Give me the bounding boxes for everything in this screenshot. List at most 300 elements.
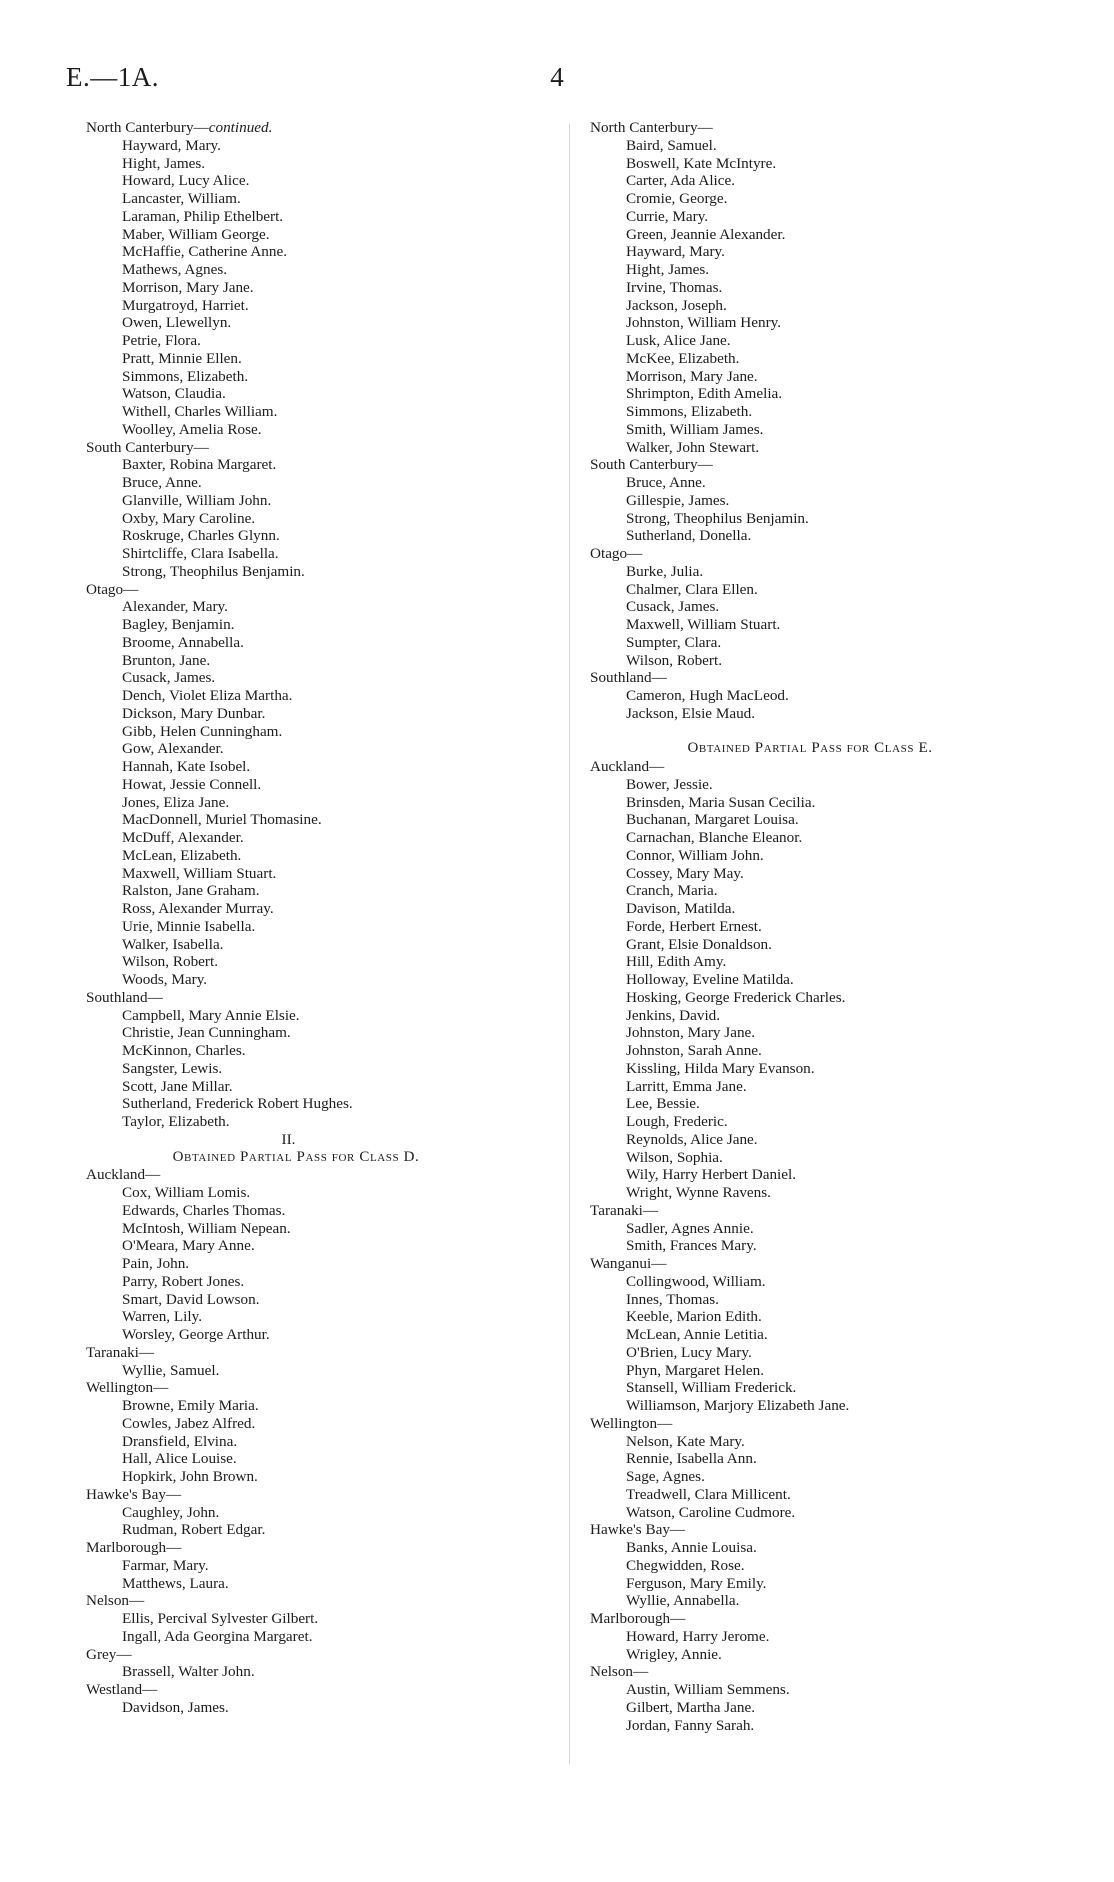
entry-text: Wanganui— — [590, 1255, 667, 1272]
entry-text: Westland— — [86, 1681, 158, 1698]
list-item — [86, 829, 491, 847]
region-heading — [86, 581, 491, 599]
entry-text: Bower, Jessie. — [626, 775, 713, 793]
entry-text: Christie, Jean Cunningham. — [122, 1024, 291, 1042]
entry-text: Watson, Claudia. — [122, 385, 226, 403]
entry-text: Otago— — [590, 545, 643, 562]
list-item — [86, 403, 491, 421]
entry-text: Gow, Alexander. — [122, 740, 224, 758]
entry-text: South Canterbury— — [86, 438, 209, 456]
entry-text: Hall, Alice Louise. — [122, 1450, 237, 1468]
list-item — [86, 261, 491, 279]
list-item — [590, 936, 1020, 954]
list-item — [590, 1095, 1020, 1113]
entry-text: McLean, Annie Letitia. — [626, 1326, 768, 1343]
entry-text: Hayward, Mary. — [626, 243, 725, 261]
entry-text: MacDonnell, Muriel Thomasine. — [122, 811, 322, 829]
list-item — [590, 1113, 1020, 1131]
entry-text: Keeble, Marion Edith. — [626, 1308, 762, 1326]
entry-text: Wyllie, Annabella. — [626, 1592, 740, 1610]
list-item — [590, 1486, 1020, 1504]
entry-text: Cameron, Hugh MacLeod. — [626, 687, 789, 704]
list-item — [86, 1326, 491, 1344]
entry-text: Cusack, James. — [122, 669, 216, 687]
column-divider — [569, 124, 570, 1764]
entry-text: Cranch, Maria. — [626, 882, 718, 900]
entry-text: Nelson— — [86, 1592, 145, 1610]
list-item — [86, 598, 491, 616]
entry-text: Murgatroyd, Harriet. — [122, 296, 249, 314]
list-item — [590, 1539, 1020, 1557]
entry-text: North Canterbury— — [590, 119, 713, 136]
entry-text: Auckland— — [86, 1166, 161, 1184]
entry-text: Mathews, Agnes. — [122, 261, 228, 278]
entry-text: Wellington— — [86, 1379, 169, 1397]
entry-text: Nelson, Kate Mary. — [626, 1432, 745, 1450]
list-item — [590, 953, 1020, 971]
entry-text: Strong, Theophilus Benjamin. — [626, 509, 809, 527]
region-heading — [590, 1415, 1020, 1433]
list-item — [590, 172, 1020, 190]
entry-text: Brassell, Walter John. — [122, 1663, 255, 1681]
list-item — [86, 634, 491, 652]
list-item — [86, 1255, 491, 1273]
entry-text: O'Brien, Lucy Mary. — [626, 1343, 752, 1361]
entry-text: Sumpter, Clara. — [626, 633, 722, 651]
entry-text: Woods, Mary. — [122, 971, 208, 988]
entry-text: Wilson, Robert. — [626, 651, 722, 669]
entry-text: Wily, Harry Herbert Daniel. — [626, 1166, 797, 1184]
list-item — [590, 1024, 1020, 1042]
list-item — [590, 243, 1020, 261]
list-item — [590, 1575, 1020, 1593]
list-item — [590, 510, 1020, 528]
list-item — [86, 208, 491, 226]
entry-text: Gibb, Helen Cunningham. — [122, 722, 283, 740]
region-heading — [590, 1610, 1020, 1628]
entry-text: Smith, William James. — [626, 420, 764, 438]
list-item — [86, 1095, 491, 1113]
list-item — [590, 385, 1020, 403]
entry-text: Matthews, Laura. — [122, 1574, 229, 1592]
entry-text: Gillespie, James. — [626, 491, 730, 509]
list-item — [86, 332, 491, 350]
list-item — [86, 314, 491, 332]
list-item — [86, 243, 491, 261]
entry-text: Reynolds, Alice Jane. — [626, 1130, 758, 1148]
list-item — [590, 900, 1020, 918]
list-item — [590, 882, 1020, 900]
region-heading — [86, 1379, 491, 1397]
region-heading — [590, 119, 1020, 137]
list-item — [590, 865, 1020, 883]
entry-text: Hill, Edith Amy. — [626, 953, 727, 971]
entry-text: McKinnon, Charles. — [122, 1042, 246, 1059]
list-item — [590, 776, 1020, 794]
entry-text: Cox, William Lomis. — [122, 1184, 251, 1201]
list-item — [590, 155, 1020, 173]
entry-text: O'Meara, Mary Anne. — [122, 1237, 255, 1255]
entry-text: Wyllie, Samuel. — [122, 1361, 220, 1379]
entry-text: Chegwidden, Rose. — [626, 1556, 745, 1574]
list-item — [590, 1060, 1020, 1078]
entry-text: Innes, Thomas. — [626, 1290, 719, 1308]
entry-text: Cusack, James. — [626, 598, 720, 616]
list-item — [590, 314, 1020, 332]
entry-text: Otago— — [86, 580, 139, 598]
list-item — [86, 953, 491, 971]
list-item — [86, 1308, 491, 1326]
list-item — [86, 226, 491, 244]
list-item — [590, 1273, 1020, 1291]
list-item — [590, 1557, 1020, 1575]
entry-text: Shirtcliffe, Clara Isabella. — [122, 545, 279, 562]
entry-text: Lee, Bessie. — [626, 1095, 700, 1113]
list-item — [590, 847, 1020, 865]
list-item — [86, 1450, 491, 1468]
region-heading — [86, 1681, 491, 1699]
entry-text: Laraman, Philip Ethelbert. — [122, 207, 284, 225]
list-item — [590, 811, 1020, 829]
list-item — [590, 137, 1020, 155]
list-item — [86, 1468, 491, 1486]
list-item — [86, 1273, 491, 1291]
entry-text: Baxter, Robina Margaret. — [122, 456, 277, 474]
list-item — [86, 297, 491, 315]
list-item — [86, 1504, 491, 1522]
entry-text: Jenkins, David. — [626, 1006, 721, 1024]
entry-text: Southland— — [590, 669, 667, 687]
entry-text: Davidson, James. — [122, 1698, 229, 1716]
list-item — [590, 332, 1020, 350]
entry-text: Smart, David Lowson. — [122, 1290, 260, 1308]
entry-text: Parry, Robert Jones. — [122, 1272, 245, 1290]
region-heading — [590, 456, 1020, 474]
entry-text: Johnston, Sarah Anne. — [626, 1042, 762, 1059]
list-item — [86, 1220, 491, 1238]
entry-text: Williamson, Marjory Elizabeth Jane. — [626, 1397, 850, 1414]
list-item — [86, 474, 491, 492]
entry-text: Marlborough— — [590, 1610, 686, 1627]
list-item — [590, 1184, 1020, 1202]
entry-text: Ingall, Ada Georgina Margaret. — [122, 1627, 313, 1645]
list-item — [590, 1699, 1020, 1717]
list-item — [86, 1184, 491, 1202]
entry-text: Wrigley, Annie. — [626, 1645, 722, 1663]
entry-text: Hight, James. — [122, 154, 206, 172]
entry-text: Owen, Llewellyn. — [122, 314, 232, 332]
list-item — [590, 598, 1020, 616]
list-item — [86, 1237, 491, 1255]
list-item — [86, 1575, 491, 1593]
entry-text: Worsley, George Arthur. — [122, 1326, 270, 1343]
entry-text: Connor, William John. — [626, 846, 764, 864]
list-item — [590, 918, 1020, 936]
entry-text: Oxby, Mary Caroline. — [122, 509, 256, 527]
entry-text: Baird, Samuel. — [626, 136, 717, 154]
entry-text: Holloway, Eveline Matilda. — [626, 971, 794, 988]
list-item — [86, 1362, 491, 1380]
list-item — [86, 1397, 491, 1415]
entry-text: Farmar, Mary. — [122, 1556, 209, 1574]
entry-text: Gilbert, Martha Jane. — [626, 1698, 756, 1716]
entry-text: Scott, Jane Millar. — [122, 1077, 233, 1095]
region-heading — [590, 1202, 1020, 1220]
region-heading — [590, 758, 1020, 776]
entry-text: Lusk, Alice Jane. — [626, 332, 731, 349]
entry-text: Grant, Elsie Donaldson. — [626, 935, 772, 953]
list-item — [86, 740, 491, 758]
list-item — [86, 385, 491, 403]
list-item — [86, 882, 491, 900]
list-item — [86, 1024, 491, 1042]
entry-text: Lough, Frederic. — [626, 1113, 728, 1130]
entry-text: South Canterbury— — [590, 456, 713, 474]
list-item — [590, 705, 1020, 723]
list-item — [86, 510, 491, 528]
list-item — [86, 1557, 491, 1575]
entry-text: Green, Jeannie Alexander. — [626, 225, 786, 243]
list-item — [590, 1592, 1020, 1610]
list-item — [590, 1504, 1020, 1522]
entry-text: Ross, Alexander Murray. — [122, 900, 274, 917]
list-item — [86, 1415, 491, 1433]
blank-line — [590, 723, 1020, 741]
list-item — [590, 190, 1020, 208]
entry-text: Taylor, Elizabeth. — [122, 1113, 230, 1130]
entry-text: Maxwell, William Stuart. — [122, 864, 277, 882]
region-heading — [590, 545, 1020, 563]
list-item — [86, 172, 491, 190]
list-item — [590, 474, 1020, 492]
entry-text: Bagley, Benjamin. — [122, 616, 235, 633]
list-item — [590, 1468, 1020, 1486]
entry-text: Dench, Violet Eliza Martha. — [122, 687, 293, 704]
entry-text: Broome, Annabella. — [122, 633, 244, 651]
list-item — [590, 368, 1020, 386]
page-number: 4 — [550, 62, 564, 92]
region-heading — [590, 1663, 1020, 1681]
list-item — [590, 279, 1020, 297]
list-item — [590, 403, 1020, 421]
entry-text: Davison, Matilda. — [626, 900, 736, 917]
entry-text: Forde, Herbert Ernest. — [626, 917, 762, 935]
entry-text: Rennie, Isabella Ann. — [626, 1450, 757, 1468]
list-item — [86, 421, 491, 439]
region-heading — [590, 1255, 1020, 1273]
entry-text: Dransfield, Elvina. — [122, 1432, 238, 1450]
list-item — [590, 1628, 1020, 1646]
entry-text: Wright, Wynne Ravens. — [626, 1184, 771, 1201]
entry-text: Caughley, John. — [122, 1503, 220, 1521]
list-item — [590, 1326, 1020, 1344]
list-item — [590, 563, 1020, 581]
list-item — [86, 936, 491, 954]
entry-text: North Canterbury— — [86, 119, 209, 136]
list-item — [590, 1237, 1020, 1255]
list-item — [86, 527, 491, 545]
list-item — [86, 776, 491, 794]
list-item — [86, 1663, 491, 1681]
list-item — [86, 190, 491, 208]
list-item — [86, 669, 491, 687]
entry-text: Sage, Agnes. — [626, 1468, 705, 1485]
entry-text: Jackson, Elsie Maud. — [626, 704, 756, 722]
entry-text: Ralston, Jane Graham. — [122, 882, 260, 900]
entry-text: Jackson, Joseph. — [626, 296, 727, 314]
list-item — [86, 811, 491, 829]
list-item — [590, 527, 1020, 545]
entry-text: Cromie, George. — [626, 190, 728, 207]
list-item — [86, 1060, 491, 1078]
entry-text: Shrimpton, Edith Amelia. — [626, 385, 783, 403]
entry-text: Hosking, George Frederick Charles. — [626, 988, 846, 1006]
entry-text: Kissling, Hilda Mary Evanson. — [626, 1059, 815, 1077]
entry-text: Pain, John. — [122, 1255, 190, 1272]
list-item — [86, 1202, 491, 1220]
entry-text: Walker, John Stewart. — [626, 438, 760, 456]
list-item — [86, 723, 491, 741]
entry-text: Hannah, Kate Isobel. — [122, 758, 251, 775]
entry-text: Morrison, Mary Jane. — [626, 367, 758, 385]
entry-text: Boswell, Kate McIntyre. — [626, 154, 777, 172]
entry-text: Nelson— — [590, 1663, 649, 1681]
region-heading — [86, 1539, 491, 1557]
entry-text: Obtained Partial Pass for Class E. — [687, 740, 933, 757]
entry-text: Sangster, Lewis. — [122, 1059, 223, 1077]
list-item — [590, 208, 1020, 226]
left-column — [86, 119, 491, 1717]
region-heading — [590, 1521, 1020, 1539]
entry-text: Ellis, Percival Sylvester Gilbert. — [122, 1610, 319, 1627]
entry-text: Southland— — [86, 988, 163, 1006]
entry-text: McHaffie, Catherine Anne. — [122, 243, 288, 261]
entry-text: Brinsden, Maria Susan Cecilia. — [626, 793, 816, 811]
entry-text: Sadler, Agnes Annie. — [626, 1219, 754, 1237]
list-item — [590, 1291, 1020, 1309]
list-item — [86, 155, 491, 173]
list-item — [86, 1113, 491, 1131]
section-numeral — [86, 1131, 491, 1149]
entry-text: Withell, Charles William. — [122, 403, 278, 420]
list-item — [590, 1646, 1020, 1664]
entry-text: Maber, William George. — [122, 225, 270, 243]
entry-text: Brunton, Jane. — [122, 651, 211, 669]
entry-text: Strong, Theophilus Benjamin. — [122, 562, 305, 580]
entry-text: Smith, Frances Mary. — [626, 1237, 757, 1255]
list-item — [590, 1007, 1020, 1025]
list-item — [86, 1699, 491, 1717]
list-item — [86, 1042, 491, 1060]
list-item — [590, 581, 1020, 599]
entry-text: Walker, Isabella. — [122, 935, 224, 953]
list-item — [590, 1308, 1020, 1326]
entry-text: McLean, Elizabeth. — [122, 846, 242, 864]
list-item — [86, 1007, 491, 1025]
entry-text: Irvine, Thomas. — [626, 278, 723, 296]
entry-text: Collingwood, William. — [626, 1272, 766, 1290]
region-heading — [86, 1344, 491, 1362]
list-item — [590, 1450, 1020, 1468]
list-item — [590, 1131, 1020, 1149]
list-item — [86, 279, 491, 297]
entry-text: Hawke's Bay— — [86, 1485, 182, 1503]
entry-text: Petrie, Flora. — [122, 332, 201, 349]
entry-text: Rudman, Robert Edgar. — [122, 1521, 266, 1539]
entry-text: Burke, Julia. — [626, 562, 704, 580]
list-item — [86, 971, 491, 989]
list-item — [590, 634, 1020, 652]
entry-text: Taranaki— — [590, 1201, 659, 1219]
list-item — [86, 1078, 491, 1096]
entry-text: Alexander, Mary. — [122, 598, 228, 616]
list-item — [590, 687, 1020, 705]
list-item — [86, 847, 491, 865]
list-item — [590, 421, 1020, 439]
entry-text: Jones, Eliza Jane. — [122, 793, 230, 811]
entry-text: McDuff, Alexander. — [122, 829, 244, 846]
list-item — [590, 829, 1020, 847]
region-heading — [86, 1166, 491, 1184]
entry-text: Wilson, Sophia. — [626, 1148, 723, 1166]
entry-text: Simmons, Elizabeth. — [122, 367, 249, 385]
entry-text: Urie, Minnie Isabella. — [122, 917, 256, 935]
entry-text: Dickson, Mary Dunbar. — [122, 704, 266, 722]
entry-text: Ferguson, Mary Emily. — [626, 1574, 767, 1592]
entry-text: Chalmer, Clara Ellen. — [626, 580, 758, 598]
entry-text: Glanville, William John. — [122, 491, 272, 509]
region-heading — [86, 119, 491, 137]
entry-text: McKee, Elizabeth. — [626, 349, 740, 367]
list-item — [590, 439, 1020, 457]
entry-text: Buchanan, Margaret Louisa. — [626, 811, 799, 829]
entry-text: Pratt, Minnie Ellen. — [122, 349, 242, 367]
list-item — [590, 1220, 1020, 1238]
list-item — [590, 1362, 1020, 1380]
list-item — [86, 794, 491, 812]
list-item — [590, 261, 1020, 279]
list-item — [86, 492, 491, 510]
list-item — [86, 1610, 491, 1628]
region-heading — [86, 1592, 491, 1610]
entry-text: Sutherland, Donella. — [626, 527, 752, 545]
entry-text: Grey— — [86, 1645, 132, 1663]
list-item — [590, 1042, 1020, 1060]
list-item — [86, 687, 491, 705]
entry-text: Watson, Caroline Cudmore. — [626, 1503, 796, 1521]
list-item — [590, 1149, 1020, 1167]
entry-text: Campbell, Mary Annie Elsie. — [122, 1006, 300, 1024]
list-item — [590, 616, 1020, 634]
list-item — [86, 563, 491, 581]
entry-text: Larritt, Emma Jane. — [626, 1077, 747, 1095]
entry-text: Phyn, Margaret Helen. — [626, 1361, 765, 1379]
list-item — [86, 456, 491, 474]
entry-text: Marlborough— — [86, 1539, 182, 1556]
list-item — [590, 989, 1020, 1007]
entry-text: Bruce, Anne. — [122, 474, 202, 491]
list-item — [86, 758, 491, 776]
region-heading — [86, 1486, 491, 1504]
list-item — [590, 1681, 1020, 1699]
entry-text: Wellington— — [590, 1414, 673, 1432]
entry-text: Wilson, Robert. — [122, 953, 218, 971]
entry-text: Obtained Partial Pass for Class D. — [172, 1148, 420, 1165]
list-item — [86, 918, 491, 936]
list-item — [86, 1433, 491, 1451]
entry-text: Morrison, Mary Jane. — [122, 278, 254, 296]
entry-text: II. — [281, 1130, 296, 1148]
